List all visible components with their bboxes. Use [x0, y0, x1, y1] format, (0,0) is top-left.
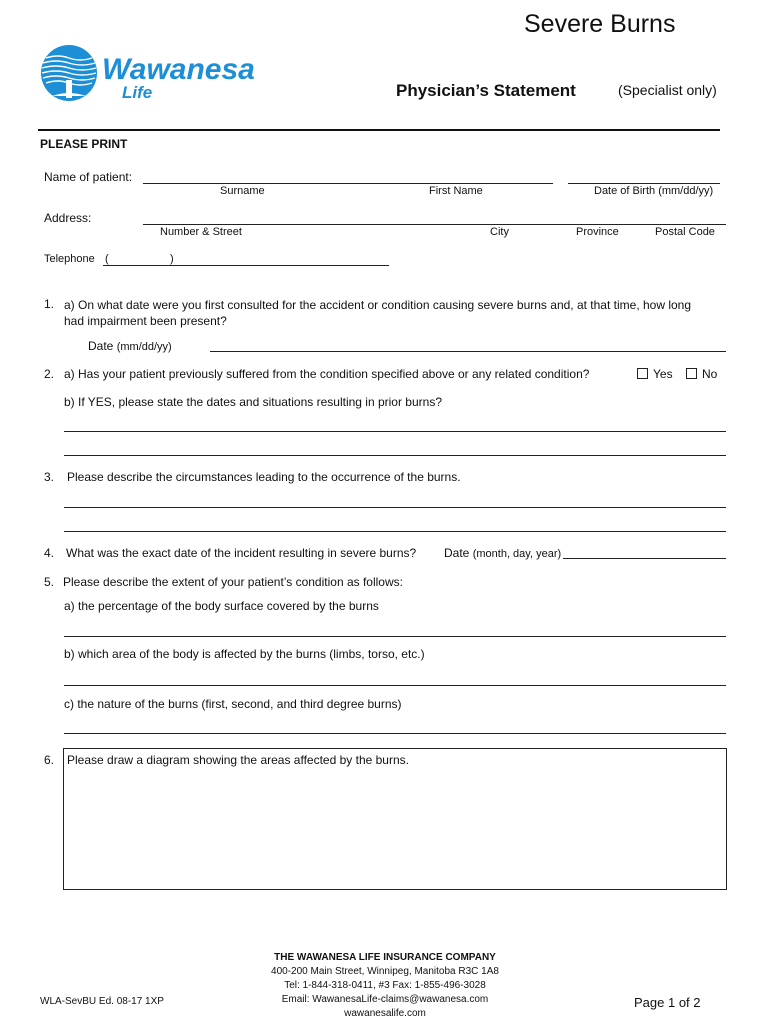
company-email[interactable]: Email: WawanesaLife-claims@wawanesa.com	[281, 994, 489, 1005]
q1-date-field[interactable]	[210, 351, 726, 352]
q2-number: 2.	[44, 367, 55, 381]
statement-note: (Specialist only)	[618, 82, 717, 98]
form-code: WLA-SevBU Ed. 08-17 1XP	[40, 996, 164, 1007]
company-name: THE WAWANESA LIFE INSURANCE COMPANY	[274, 952, 496, 963]
company-phone: Tel: 1-844-318-0411, #3 Fax: 1-855-496-3028	[284, 980, 486, 991]
address-field[interactable]	[143, 224, 726, 225]
q3-answer-line-2[interactable]	[64, 531, 726, 532]
surname-caption: Surname	[220, 185, 265, 197]
telephone-label: Telephone	[44, 253, 95, 265]
svg-text:Wawanesa: Wawanesa	[102, 53, 255, 86]
q5-number: 5.	[44, 575, 55, 589]
svg-text:Life: Life	[122, 83, 153, 102]
q2-no-option[interactable]	[686, 367, 717, 381]
postal-caption: Postal Code	[655, 226, 715, 238]
q5b-text: b) which area of the body is affected by the burns (limbs, torso, etc.)	[64, 647, 425, 661]
q5b-answer-line[interactable]	[64, 685, 726, 686]
q3-number: 3.	[44, 470, 55, 484]
q2a-text: a) Has your patient previously suffered from the condition specified above or any related condition?	[64, 367, 590, 381]
q1-text: a) On what date were you first consulted for the accident or condition causing severe burns and, at that time, how long had impairment been present?	[64, 298, 692, 328]
form-title: Severe Burns	[524, 10, 676, 38]
area-paren-open: (	[105, 253, 109, 265]
q1-date-format: (mm/dd/yy)	[116, 341, 172, 353]
statement-title: Physician’s Statement	[396, 81, 576, 100]
please-print: PLEASE PRINT	[40, 137, 128, 151]
telephone-field[interactable]	[103, 265, 389, 266]
q5-text: Please describe the extent of your patient’s condition as follows:	[63, 575, 403, 589]
yes-label: Yes	[653, 367, 673, 381]
dob-field[interactable]	[568, 183, 720, 184]
yes-checkbox[interactable]	[637, 368, 648, 379]
name-field[interactable]	[143, 183, 553, 184]
page-number: Page 1 of 2	[634, 995, 701, 1010]
q2b-answer-line-2[interactable]	[64, 455, 726, 456]
diagram-box[interactable]	[63, 748, 727, 890]
q5c-answer-line[interactable]	[64, 733, 726, 734]
q1-date-word: Date	[88, 339, 114, 353]
no-checkbox[interactable]	[686, 368, 697, 379]
q4-date-word: Date	[444, 546, 470, 560]
q5a-answer-line[interactable]	[64, 636, 726, 637]
city-caption: City	[490, 226, 509, 238]
q6-number: 6.	[44, 753, 55, 767]
q3-answer-line-1[interactable]	[64, 507, 726, 508]
q2b-answer-line-1[interactable]	[64, 431, 726, 432]
q4-date-label	[444, 546, 561, 560]
address-label: Address:	[44, 211, 92, 225]
q4-number: 4.	[44, 546, 55, 560]
q5a-text: a) the percentage of the body surface covered by the burns	[64, 599, 379, 613]
no-label: No	[702, 367, 718, 381]
q4-date-field[interactable]	[563, 558, 726, 559]
q1-number: 1.	[44, 297, 55, 311]
first-name-caption: First Name	[429, 185, 483, 197]
q6-text: Please draw a diagram showing the areas affected by the burns.	[67, 753, 409, 767]
q1-date-label	[88, 339, 172, 353]
company-address: 400-200 Main Street, Winnipeg, Manitoba R3C 1A8	[271, 966, 499, 977]
company-website[interactable]: wawanesalife.com	[344, 1008, 426, 1019]
header-rule	[38, 129, 720, 131]
wawanesa-logo	[38, 44, 260, 104]
tree-logo-icon	[38, 44, 260, 104]
q3-text: Please describe the circumstances leading to the occurrence of the burns.	[67, 470, 461, 484]
name-label: Name of patient:	[44, 170, 133, 184]
street-caption: Number & Street	[160, 226, 242, 238]
dob-caption: Date of Birth (mm/dd/yy)	[594, 185, 714, 197]
q2-yes-option[interactable]	[637, 367, 673, 381]
q4-date-format: (month, day, year)	[472, 548, 562, 560]
province-caption: Province	[576, 226, 619, 238]
footer-company-block	[230, 951, 540, 1021]
area-paren-close: )	[170, 253, 174, 265]
q4-text: What was the exact date of the incident resulting in severe burns?	[66, 546, 417, 560]
q5c-text: c) the nature of the burns (first, second, and third degree burns)	[64, 697, 402, 711]
q2b-text: b) If YES, please state the dates and situations resulting in prior burns?	[64, 395, 442, 409]
